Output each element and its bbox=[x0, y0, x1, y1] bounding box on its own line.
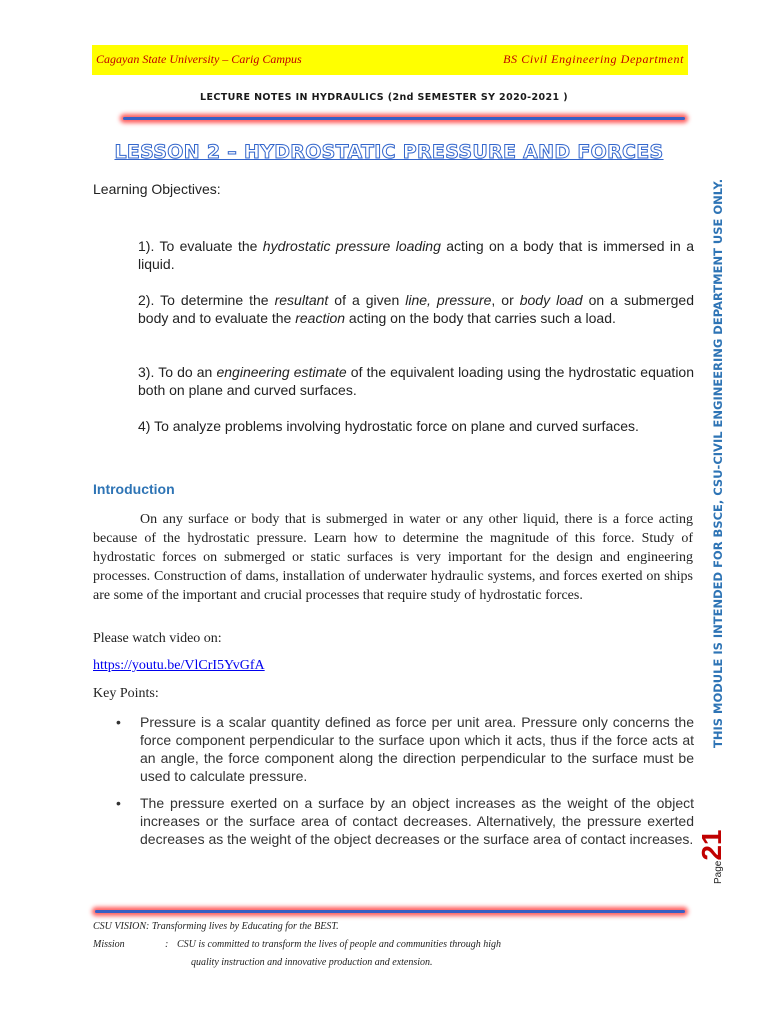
objective-text: acting on a body that is immersed in a liquid. bbox=[138, 238, 694, 272]
objective-text: on a submerged body and to evaluate the bbox=[138, 292, 694, 326]
lesson-title: LESSON 2 – HYDROSTATIC PRESSURE AND FORCES bbox=[114, 141, 664, 163]
objective-emphasis: hydrostatic pressure loading bbox=[262, 238, 441, 254]
header-rule bbox=[123, 117, 685, 120]
objective-text: , or bbox=[491, 292, 520, 308]
video-link[interactable]: https://youtu.be/VlCrI5YvGfA bbox=[93, 658, 265, 673]
list-item bbox=[118, 713, 694, 785]
objective-emphasis: line, pressure bbox=[405, 292, 492, 308]
objective-text: 2). To determine the bbox=[138, 292, 275, 308]
footer-mission-label: Mission bbox=[93, 939, 125, 950]
watch-video-text: Please watch video on: bbox=[93, 631, 222, 646]
objective-emphasis: body load bbox=[519, 292, 583, 308]
key-points-heading: Key Points: bbox=[93, 686, 159, 701]
footer-mission-line-2: quality instruction and innovative production and extension. bbox=[191, 957, 433, 968]
objective-emphasis: resultant bbox=[274, 292, 329, 308]
lecture-title: LECTURE NOTES IN HYDRAULICS (2nd SEMESTER SY 2020-2021 ) bbox=[200, 92, 568, 103]
objective-4 bbox=[138, 417, 694, 435]
objective-text: 4) To analyze problems involving hydrostatic force on plane and curved surfaces. bbox=[138, 418, 639, 434]
objective-emphasis: reaction bbox=[295, 310, 346, 326]
list-item-text: Pressure is a scalar quantity defined as force per unit area. Pressure only concerns the force component perpendicular to the surface upon which it acts, thus if the force acts at an angle, the force component along the direction perpendicular to the surface must be used to calculate pressure. bbox=[140, 714, 694, 784]
page-number-block bbox=[696, 804, 728, 884]
list-item bbox=[118, 794, 694, 848]
department-name: BS Civil Engineering Department bbox=[503, 52, 684, 66]
objective-text: 1). To evaluate the bbox=[138, 238, 263, 254]
objective-emphasis: engineering estimate bbox=[216, 364, 347, 380]
introduction-heading: Introduction bbox=[93, 481, 175, 497]
footer-mission-colon: : bbox=[165, 939, 169, 950]
objective-text: of the equivalent loading using the hydrostatic equation both on plane and curved surfaces. bbox=[138, 364, 695, 398]
objective-text: 3). To do an bbox=[138, 364, 217, 380]
page-label: Page bbox=[713, 860, 724, 884]
footer-mission-line-1: CSU is committed to transform the lives of people and communities through high bbox=[177, 939, 502, 950]
list-item-text: The pressure exerted on a surface by an object increases as the weight of the object increases or the surface area of contact decreases. Alternatively, the pressure exerted decreases as the weight of the object decreases or the surface area of contact increases. bbox=[140, 795, 694, 847]
bullet-icon: • bbox=[116, 714, 121, 730]
objective-text: of a given bbox=[328, 292, 406, 308]
introduction-paragraph: On any surface or body that is submerged in water or any other liquid, there is a force acting because of the hydrostatic pressure. Learn how to determine the magnitude of this force. Study of hydrostatic forces on submerged or static surfaces is very important for the design and engineering processes. Construction of dams, installation of underwater hydraulic systems, and forces exerted on ships are some of the important and crucial processes that require study of hydrostatic forces. bbox=[93, 512, 693, 603]
objective-2 bbox=[138, 291, 694, 327]
footer-vision: CSU VISION: Transforming lives by Educating for the BEST. bbox=[93, 921, 339, 932]
objective-text: acting on the body that carries such a load. bbox=[345, 310, 616, 326]
objective-3 bbox=[138, 363, 694, 399]
footer-rule bbox=[95, 910, 685, 913]
side-usage-note: THIS MODULE IS INTENDED FOR BSCE, CSU-CIVIL ENGINEERING DEPARTMENT USE ONLY. bbox=[711, 178, 725, 748]
page-number: 21 bbox=[696, 829, 727, 861]
bullet-icon: • bbox=[116, 795, 121, 811]
objective-1 bbox=[138, 237, 694, 273]
university-name: Cagayan State University – Carig Campus bbox=[96, 52, 302, 66]
objectives-heading: Learning Objectives: bbox=[93, 181, 221, 197]
